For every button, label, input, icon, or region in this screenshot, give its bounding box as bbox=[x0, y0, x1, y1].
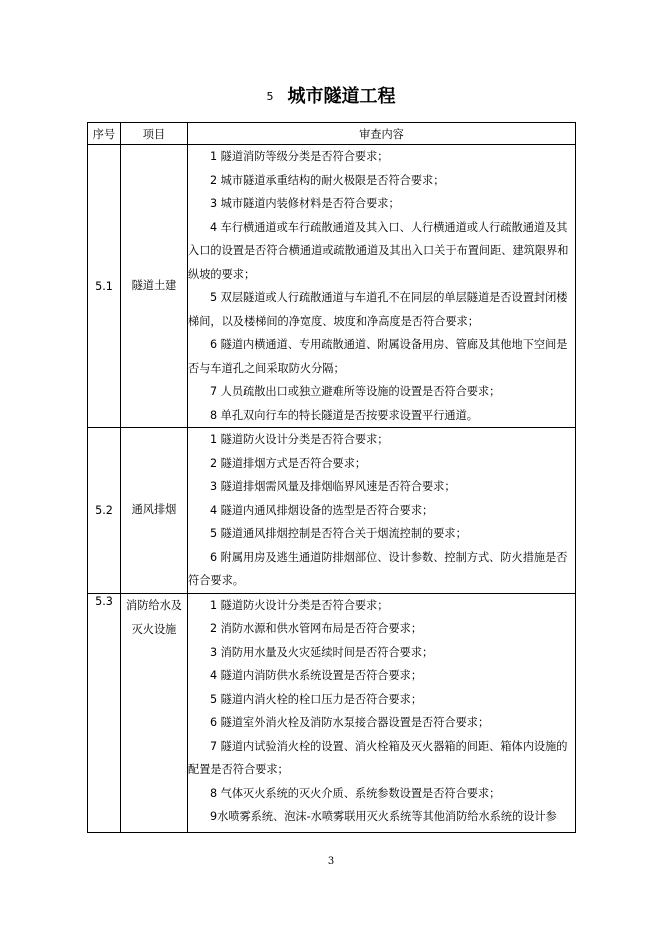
section-title-text: 城市隧道工程 bbox=[287, 86, 396, 107]
content-line: 7 隧道内试验消火栓的设置、消火栓箱及灭火器箱的间距、箱体内设施的配置是否符合要求； bbox=[188, 739, 568, 776]
content-line: 4 隧道内通风排烟设备的选型是否符合要求； bbox=[210, 503, 434, 517]
row-item: 消防给水及灭火设施 bbox=[121, 593, 188, 832]
page-number: 3 bbox=[327, 856, 335, 867]
content-line: 3 隧道排烟需风量及排烟临界风速是否符合要求； bbox=[210, 480, 456, 493]
content-line: 7 人员疏散出口或独立避难所等设施的设置是否符合要求； bbox=[210, 385, 501, 398]
content-line: 8 气体灭火系统的灭火介质、系统参数设置是否符合要求； bbox=[210, 786, 501, 800]
header-content: 审查内容 bbox=[188, 123, 576, 145]
content-line: 2 城市隧道承重结构的耐火极限是否符合要求； bbox=[210, 173, 445, 187]
row-content bbox=[188, 593, 576, 832]
content-line: 3 城市隧道内装修材料是否符合要求； bbox=[210, 197, 400, 210]
review-table bbox=[87, 122, 576, 833]
content-clip bbox=[188, 594, 575, 832]
row-item: 隧道土建 bbox=[121, 145, 188, 428]
content-line: 1 隧道防火设计分类是否符合要求； bbox=[210, 433, 389, 446]
row-seq: 5.1 bbox=[88, 145, 121, 428]
content-line: 5 隧道通风排烟控制是否符合关于烟流控制的要求； bbox=[210, 527, 467, 540]
content-line: 9水喷雾系统、泡沫-水喷雾联用灭火系统等其他消防给水系统的设计参 bbox=[210, 810, 557, 823]
header-seq: 序号 bbox=[88, 123, 121, 145]
table-row bbox=[88, 428, 576, 594]
row-seq: 5.2 bbox=[88, 428, 121, 594]
content-line: 4 车行横通道或车行疏散通道及其入口、人行横通道或人行疏散通道及其入口的设置是否符合横通道或疏散通道及其出入口关于布置间距、建筑限界和纵坡的要求； bbox=[188, 220, 569, 281]
content-line: 4 隧道内消防供水系统设置是否符合要求； bbox=[210, 669, 423, 682]
row-seq: 5.3 bbox=[88, 593, 121, 832]
section-title bbox=[0, 82, 662, 108]
table-row bbox=[88, 593, 576, 832]
content-line: 2 隧道排烟方式是否符合要求； bbox=[210, 456, 367, 470]
content-line: 5 双层隧道或人行疏散通道与车道孔不在同层的单层隧道是否设置封闭楼梯间，以及楼梯间的净宽度、坡度和净高度是否符合要求； bbox=[188, 291, 568, 328]
header-item: 项目 bbox=[121, 123, 188, 145]
content-line: 5 隧道内消火栓的栓口压力是否符合要求； bbox=[210, 692, 423, 706]
content-line: 6 附属用房及逃生通道防排烟部位、设计参数、控制方式、防火措施是否符合要求。 bbox=[188, 550, 568, 587]
content-line: 3 消防用水量及火灾延续时间是否符合要求； bbox=[210, 645, 434, 659]
row-content bbox=[188, 145, 576, 428]
content-line: 2 消防水源和供水管网布局是否符合要求； bbox=[210, 622, 423, 635]
table-header-row bbox=[88, 123, 576, 145]
content-line: 8 单孔双向行车的特长隧道是否按要求设置平行通道。 bbox=[210, 408, 478, 422]
content-line: 6 隧道内横通道、专用疏散通道、附属设备用房、管廊及其他地下空间是否与车道孔之间采取防火分隔； bbox=[188, 338, 568, 375]
content-line: 1 隧道消防等级分类是否符合要求； bbox=[210, 150, 389, 163]
row-item: 通风排烟 bbox=[121, 428, 188, 594]
content-line: 1 隧道防火设计分类是否符合要求； bbox=[210, 598, 389, 612]
section-number: 5 bbox=[266, 90, 274, 103]
content-line: 6 隧道室外消火栓及消防水泵接合器设置是否符合要求； bbox=[210, 716, 490, 729]
table-row bbox=[88, 145, 576, 428]
row-content bbox=[188, 428, 576, 594]
